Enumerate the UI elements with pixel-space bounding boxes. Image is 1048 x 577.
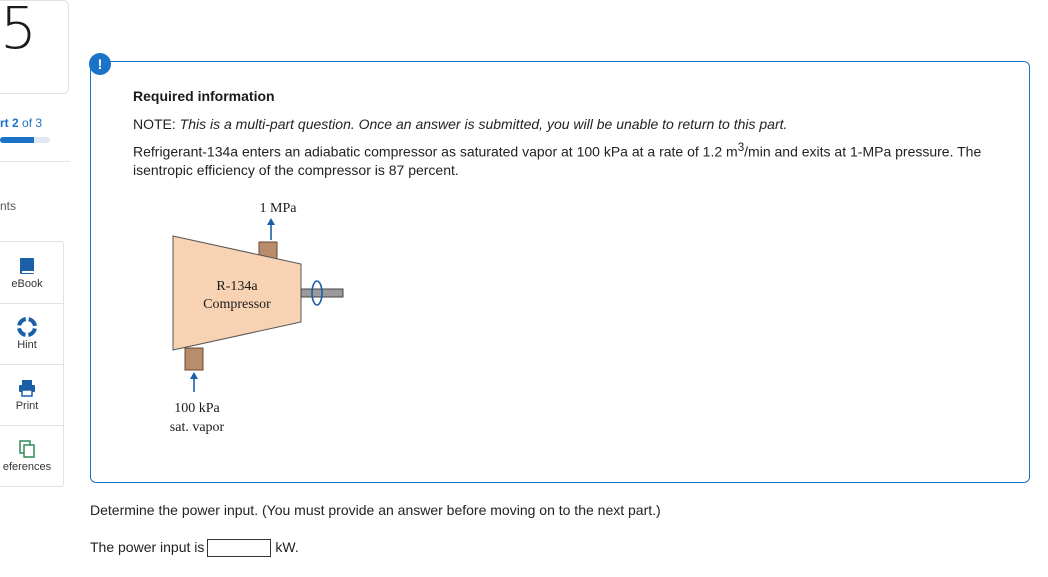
answer-row [90, 539, 299, 557]
alert-icon: ! [89, 53, 111, 75]
compressor-diagram [151, 194, 351, 444]
question-text: Determine the power input. (You must provide an answer before moving on to the next part.) [90, 502, 661, 518]
tool-label: eferences [2, 461, 52, 473]
outlet-arrow-head [267, 218, 275, 225]
inlet-arrow-head [190, 372, 198, 379]
problem-text-part2: /min and exits at 1-MPa pressure. The isentropic efficiency of the compressor is 87 percent. [133, 143, 982, 178]
compressor-label-line1: R-134a [216, 279, 258, 294]
tool-label: Hint [17, 339, 37, 351]
references-icon [17, 439, 37, 459]
question-number: 5 [0, 0, 37, 62]
tool-ebook[interactable] [0, 242, 63, 304]
sidebar-divider [0, 161, 70, 162]
required-info-title: Required information [133, 88, 275, 104]
note-text [133, 116, 787, 132]
required-info-box [90, 61, 1030, 483]
tools-panel [0, 241, 64, 487]
tool-hint[interactable] [0, 303, 63, 365]
power-input-field[interactable] [207, 539, 271, 557]
part-current: rt 2 [0, 116, 19, 130]
printer-icon [17, 378, 37, 398]
answer-prefix: The power input is [90, 539, 205, 555]
compressor-label-line2: Compressor [203, 297, 271, 312]
outlet-pressure-label: 1 MPa [259, 201, 297, 216]
problem-text-part1: Refrigerant-134a enters an adiabatic compressor as saturated vapor at 100 kPa at a rate of 1.2 m [133, 143, 738, 160]
part-progress-fill [0, 137, 34, 143]
inlet-pressure-label: 100 kPa [174, 401, 220, 416]
note-prefix: NOTE: [133, 116, 180, 132]
part-indicator [0, 116, 42, 130]
tool-label: eBook [11, 278, 43, 290]
part-total: of 3 [18, 116, 43, 130]
note-italic: This is a multi-part question. Once an answer is submitted, you will be unable to return to this part. [179, 116, 788, 132]
answer-unit: kW. [275, 539, 299, 555]
superscript: 3 [737, 141, 745, 154]
part-progress-bar [0, 137, 50, 143]
tool-label: Print [15, 400, 39, 412]
lifebuoy-icon [17, 317, 37, 337]
tool-references[interactable] [0, 425, 63, 486]
tool-print[interactable] [0, 364, 63, 426]
inlet-pipe [185, 348, 203, 370]
points-label: nts [0, 199, 17, 213]
problem-statement [133, 139, 993, 179]
book-icon [17, 256, 37, 276]
inlet-state-label: sat. vapor [169, 420, 225, 435]
